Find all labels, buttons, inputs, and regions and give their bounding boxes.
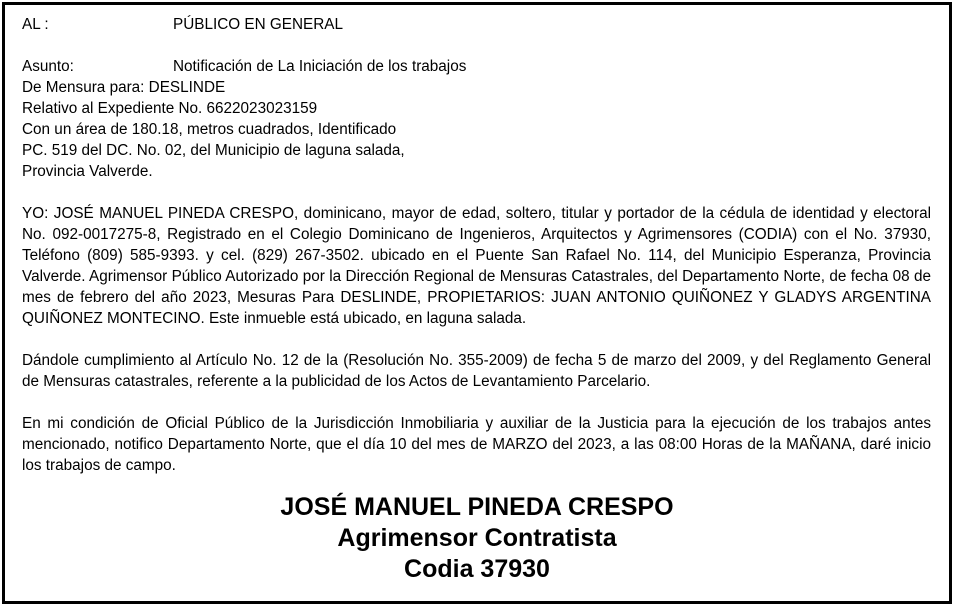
notice-frame bbox=[2, 2, 952, 604]
subject-label: Asunto: bbox=[22, 58, 74, 75]
signature-block bbox=[5, 492, 949, 585]
signature-codia: Codia 37930 bbox=[404, 555, 550, 583]
province-line: Provincia Valverde. bbox=[22, 163, 153, 180]
file-number-line: Relativo al Expediente No. 6622023023159 bbox=[22, 100, 318, 117]
subject-value: Notificación de La Iniciación de los trabajos bbox=[173, 58, 467, 75]
area-line: Con un área de 180.18, metros cuadrados, Identificado bbox=[22, 121, 397, 138]
spacer bbox=[22, 35, 931, 56]
spacer bbox=[22, 329, 931, 350]
spacer bbox=[22, 392, 931, 413]
signature-title: Agrimensor Contratista bbox=[337, 524, 617, 552]
compliance-paragraph: Dándole cumplimiento al Artículo No. 12 de la (Resolución No. 355-2009) de fecha 5 de marzo del 2009, y del Reglamento General de Mensuras catastrales, referente a la publicidad de los Actos de Levantamiento Parcelario. bbox=[22, 352, 931, 390]
recipient-value: PÚBLICO EN GENERAL bbox=[173, 16, 344, 33]
notice-content bbox=[22, 14, 931, 476]
recipient-row bbox=[22, 14, 931, 35]
notification-paragraph: En mi condición de Oficial Público de la Jurisdicción Inmobiliaria y auxiliar de la Justicia para la ejecución de los trabajos antes mencionado, notifico Departamento Norte, que el día 10 del mes de MARZO del 2023, a las 08:00 Horas de la MAÑANA, daré inicio los trabajos de campo. bbox=[22, 415, 931, 474]
declaration-paragraph: YO: JOSÉ MANUEL PINEDA CRESPO, dominicano, mayor de edad, soltero, titular y portador de la cédula de identidad y electoral No. 092-0017275-8, Registrado en el Colegio Dominicano de Ingenieros, Arquitectos y Agrimensores (CODIA) con el No. 37930, Teléfono (809) 585-9393. y cel. (829) 267-3502. ubicado en el Puente San Rafael No. 114, del Municipio Esperanza, Provincia Valverde. Agrimensor Público Autorizado por la Dirección Regional de Mensuras Catastrales, del Departamento Norte, de fecha 08 de mes de febrero del año 2023, Mesuras Para DESLINDE, PROPIETARIOS: JUAN ANTONIO QUIÑONEZ Y GLADYS ARGENTINA QUIÑONEZ MONTECINO. Este inmueble está ubicado, en laguna salada. bbox=[22, 205, 931, 327]
recipient-label: AL : bbox=[22, 16, 49, 33]
signature-name: JOSÉ MANUEL PINEDA CRESPO bbox=[280, 493, 674, 521]
spacer bbox=[22, 182, 931, 203]
survey-type-line: De Mensura para: DESLINDE bbox=[22, 79, 226, 96]
parcel-line: PC. 519 del DC. No. 02, del Municipio de laguna salada, bbox=[22, 142, 405, 159]
subject-row bbox=[22, 56, 931, 77]
